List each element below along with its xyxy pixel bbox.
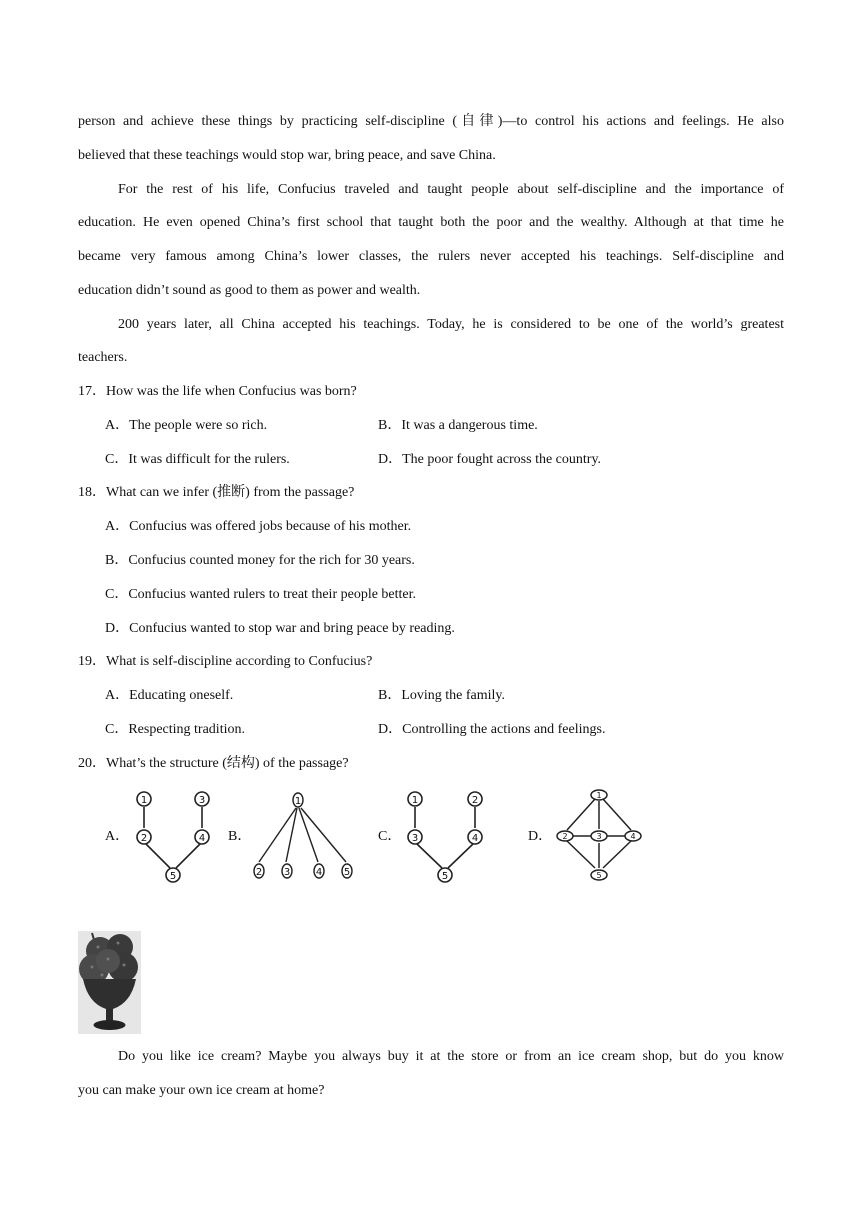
node-label: 2 [255, 867, 263, 878]
node-label: 3 [198, 795, 206, 806]
passage-line: education didn’t sound as good to them as power and wealth. [78, 283, 421, 298]
node-label: 5 [441, 871, 449, 882]
passage-line: education. He even opened China’s first school that taught both the poor and the wealthy. Although at that time he [78, 215, 784, 230]
passage-line: believed that these teachings would stop war, bring peace, and save China. [78, 148, 496, 163]
node-label: 5 [596, 871, 602, 880]
option-19-d[interactable]: D．Controlling the actions and feelings. [378, 722, 606, 737]
node-label: 3 [411, 833, 419, 844]
question-stem-20: 20．What’s the structure (结构) of the passage? [78, 756, 349, 771]
node-label: 4 [471, 833, 479, 844]
node-label: 1 [294, 796, 302, 807]
node-label: 3 [283, 867, 291, 878]
structure-diagram-d [555, 788, 650, 884]
option-19-b[interactable]: B．Loving the family. [378, 688, 506, 703]
option-20-d[interactable]: D． [528, 829, 553, 844]
question-stem-18: 18．What can we infer (推断) from the passage? [78, 485, 355, 500]
node-label: 2 [140, 833, 148, 844]
option-18-c[interactable]: C．Confucius wanted rulers to treat their people better. [105, 587, 417, 602]
passage-line: person and achieve these things by practicing self-discipline (自律)—to control his actions and feelings. He also [78, 114, 784, 129]
passage-line: Do you like ice cream? Maybe you always buy it at the store or from an ice cream shop, but do you know [118, 1049, 784, 1064]
option-17-c[interactable]: C．It was difficult for the rulers. [105, 452, 290, 467]
option-18-a[interactable]: A．Confucius was offered jobs because of his mother. [105, 519, 412, 534]
passage-line: 200 years later, all China accepted his teachings. Today, he is considered to be one of the world’s greatest [118, 317, 784, 332]
structure-diagram-b [250, 790, 360, 886]
node-label: 3 [596, 832, 602, 841]
option-19-a[interactable]: A．Educating oneself. [105, 688, 234, 703]
option-20-a[interactable]: A． [105, 829, 130, 844]
node-label: 1 [140, 795, 148, 806]
node-label: 4 [315, 867, 323, 878]
option-20-b[interactable]: B． [228, 829, 252, 844]
structure-diagram-c [403, 788, 493, 888]
node-label: 2 [471, 795, 479, 806]
node-label: 4 [630, 832, 636, 841]
node-label: 5 [343, 867, 351, 878]
option-17-a[interactable]: A．The people were so rich. [105, 418, 268, 433]
passage-line: teachers. [78, 350, 128, 365]
passage-line: you can make your own ice cream at home? [78, 1083, 325, 1098]
option-19-c[interactable]: C．Respecting tradition. [105, 722, 245, 737]
node-label: 1 [411, 795, 419, 806]
passage-line: For the rest of his life, Confucius traveled and taught people about self-discipline and the importance of [118, 182, 784, 197]
node-label: 1 [596, 791, 602, 800]
option-17-b[interactable]: B．It was a dangerous time. [378, 418, 538, 433]
node-label: 5 [169, 871, 177, 882]
option-18-b[interactable]: B．Confucius counted money for the rich for 30 years. [105, 553, 415, 568]
structure-diagram-a [130, 788, 220, 888]
option-18-d[interactable]: D．Confucius wanted to stop war and bring peace by reading. [105, 621, 455, 636]
question-stem-19: 19．What is self-discipline according to Confucius? [78, 654, 373, 669]
ice-cream-sundae-image [78, 931, 141, 1034]
passage-line: became very famous among China’s lower classes, the rulers never accepted his teachings. Self-discipline and [78, 249, 784, 264]
node-label: 4 [198, 833, 206, 844]
question-stem-17: 17．How was the life when Confucius was born? [78, 384, 357, 399]
option-20-c[interactable]: C． [378, 829, 402, 844]
node-label: 2 [562, 832, 568, 841]
option-17-d[interactable]: D．The poor fought across the country. [378, 452, 602, 467]
